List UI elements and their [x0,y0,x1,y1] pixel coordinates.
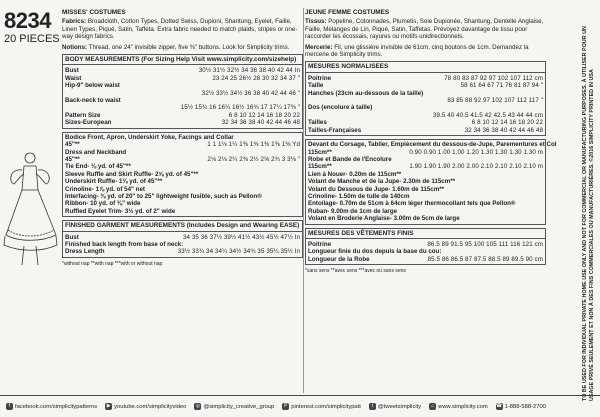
table-title: MESURES DES VÊTEMENTS FINIS [306,229,545,239]
row-label: Ribbon- 10 yd. of ⅜" wide [65,200,141,208]
finished-measurements-table [305,228,546,266]
table-row [308,200,543,207]
footer-link-text: facebook.com/simplicitypatterns [15,403,98,410]
row-label: Longueur de la Robe [308,255,370,263]
english-column [62,8,303,268]
table-row [65,200,300,207]
row-label: Bodice Front, Apron, Underskirt Yoke, Facings and Collar [65,133,234,141]
social-icon: ☎ [496,403,503,409]
table-row [308,186,543,193]
row-label: Sleeve Ruffle and Skirt Ruffle- 2⅝ yd. of 45"** [65,170,199,178]
row-values: 78 80 83 87 92 97 102 107 112 cm [444,74,543,82]
table-row [308,119,543,126]
table-row [65,208,300,215]
table-row [308,141,557,149]
table-row [65,97,300,104]
row-values: 32½ 33½ 34½ 36 38 40 42 44 46 " [201,89,300,97]
table-row [308,97,543,104]
fabrics-text: Tissus: Popeline, Cotonnades, Plumetis, Soie Dupionée, Shantung, Dentelle Anglaise, Faille, Mélanges de Lin, Piqué, Satin, Taffetas. Prévoyez davantage de tissu pour raccorder les écossais, rayures ou motifs unidirectionnels. [305,18,544,41]
section-title: MISSES' COSTUMES [62,9,126,16]
row-values: 83 85 88 92 97 102 107 112 117 " [447,97,543,105]
table-row [308,127,543,134]
row-label: Tailles [308,119,327,127]
row-values: 32 34 36 38 40 42 44 46 48 [221,119,300,127]
row-label: Crinoline- 1.50m de tulle de 140cm [308,192,410,200]
footer-link-text: www.simplicity.com [438,403,488,410]
row-values: 23 24 25 26½ 28 30 32 34 37 " [212,74,300,82]
table-row [65,112,300,119]
row-values: 15½ 15¾ 16 16¼ 16½ 16¾ 17 17¼ 17⅜ " [180,104,300,112]
table-row [65,104,300,111]
table-row [65,156,300,163]
footer-link-text: youtube.com/simplicityvideo [114,403,187,410]
table-row [65,234,300,241]
row-values: 32 34 36 38 40 42 44 46 48 [464,126,543,134]
table-row [65,248,300,255]
fabrics-text: Fabrics: Broadcloth, Cotton Types, Dotted Swiss, Dupioni, Shantung, Eyelet, Faille, Linen Types, Piqué, Satin, Taffeta. Extra fabric needed to match plaids, stripes or one-way design fabrics. [62,18,298,41]
row-values: 2⅛ 2⅛ 2¼ 2⅜ 2½ 2⅝ 2¾ 3 3⅛ " [207,155,300,163]
table-row [65,119,300,126]
footer-link-text: @simplicity_creative_group [203,403,275,410]
row-label: 115cm** [308,148,332,156]
table-row [308,75,543,82]
social-icon: ◎ [195,403,201,409]
notions-text: Mercerie: Fil, une glissière invisible de 61cm, cinq boutons de 1cm. Demandez la mercerie de Simplicity trims. [305,43,529,59]
footer-link-text: pinterest.com/simplicitypatt [291,403,361,410]
table-row [65,241,300,248]
row-label: Devant du Corsage, Tablier, Empiècement du dessous-de-Jupe, Parementures et Col [308,141,557,149]
row-values: 30½ 31½ 32½ 34 36 38 40 42 44 In [198,67,300,75]
row-label: Sizes-European [65,119,112,127]
table-row [65,90,300,97]
table-title: MESURES NORMALISEES [306,62,545,72]
social-icon: P [284,403,288,409]
row-label: Dress and Neckband [65,148,127,156]
table-row [308,208,543,215]
social-icon: ⌂ [431,403,435,409]
footer-link[interactable] [429,403,488,410]
row-label: Poitrine [308,74,332,82]
table-row [308,248,543,255]
footer-link[interactable] [6,403,97,410]
costume-back-illustration-icon [0,150,62,270]
row-label: 45"** [65,141,80,149]
row-label: Entoilage- 0.70m de 51cm à 64cm léger thermocollant tels que Pellon® [308,200,516,208]
row-label: Poitrine [308,240,332,248]
piece-count: 20 PIECES [4,33,60,45]
table-row [308,256,543,263]
row-label: Robe et Bande de l'Encolure [308,155,392,163]
social-icon: t [369,403,376,410]
row-label: Taille [308,82,324,90]
table-row [65,75,300,82]
footer-link[interactable] [194,403,274,410]
row-values: 1.90 1.90 1.90 2.00 2.00 2.10 2.10 2.10 2.10 m [409,163,543,171]
body-measurements-table [62,54,303,129]
row-label: Volant en Broderie Anglaise- 3.00m de 5cm de large [308,215,460,223]
row-label: 115cm** [308,163,332,171]
table-row [308,104,543,111]
table-row [308,156,543,163]
table-row [308,90,543,97]
yardage-table [305,139,557,224]
table-row [65,141,300,148]
row-label: Bust [65,67,79,75]
row-label: Finished back length from base of neck: [65,240,184,248]
table-row [65,82,300,89]
table-row [308,171,543,178]
table-row [308,112,543,119]
column-divider [303,8,304,393]
nap-note: *without nap **with nap ***with or without nap [62,260,163,267]
row-values: 39.5 40 40.5 41.5 42 42.5 43 44 44 cm [432,111,543,119]
table-row [65,67,300,74]
row-label: Volant du Dessous de Jupe- 1.60m de 115cm** [308,185,445,193]
table-row [65,171,300,178]
table-title: FINISHED GARMENT MEASUREMENTS (Includes Design and Wearing EASE) [63,221,302,231]
finished-measurements-table [62,220,303,258]
row-label: Volant de Manche et de la Jupe- 2.30m de 115cm** [308,178,456,186]
table-row [308,241,543,248]
row-values: 6 8 10 12 14 16 18 20 22 [228,111,300,119]
table-row [65,186,300,193]
usage-notice-text: TO BE USED FOR INDIVIDUAL PRIVATE HOME USE ONLY AND NOT FOR COMMERCIAL OR MANUFACTURING PURPOSES. À UTILISER POUR UN USAGE PRIVÉ SEULEMENT ET NON À DES FINS COMMERCIALES OU MANUFACTURIÈRES. ©2016 SIMPLICITY PRINTED IN USA [582,26,595,401]
row-label: Dress Length [65,248,105,256]
table-row [65,149,300,156]
row-values: 1 1 1⅛ 1¼ 1⅜ 1⅜ 1⅜ 1⅜ 1⅜ Yd [207,141,300,149]
row-label: Pattern Size [65,111,101,119]
table-row [308,149,543,156]
footer-link[interactable] [105,403,186,410]
row-label: Interfacing- ⅜ yd. of 20" to 25" lightweight fusible, such as Pellon® [65,192,262,200]
row-label: Tailles-Françaises [308,126,362,134]
row-label: Dos (encolure à taille) [308,104,373,112]
nap-note: *sans sens **avec sens ***avec ou sans sens [305,268,406,275]
footer-link[interactable] [496,403,546,410]
footer-link[interactable] [282,403,361,410]
footer-link[interactable] [369,403,421,410]
notions-text: Notions: Thread, one 24" invisible zipper, five ⅜" buttons. Look for Simplicity trims. [62,43,290,51]
table-row [308,163,543,170]
row-label: Lien à Nouer- 0.20m de 115cm** [308,170,402,178]
row-values: 0.90 0.90 1.00 1.00 1.20 1.30 1.30 1.30 1.30 m [409,148,543,156]
row-label: Hip-9" below waist [65,82,120,90]
table-row [308,215,543,222]
row-label: Ruban- 9.00m de 1cm de large [308,207,398,215]
yardage-table [62,132,303,217]
row-values: 33½ 33¾ 34 34¼ 34½ 34¾ 35 35¼ 35½ In [177,248,300,256]
row-label: Longueur finie du dos depuis la base du cou: [308,248,442,256]
row-values: 6 8 10 12 14 16 18 20 22 [471,119,543,127]
row-values: 85.5 86 86.5 87 87.5 88.5 89 89.5 90 cm [427,255,543,263]
usage-notice [552,6,595,406]
table-row [65,163,300,170]
section-title: JEUNE FEMME COSTUMES [305,9,390,16]
row-label: Hanches (23cm au-dessous de la taille) [308,89,424,97]
row-label: Underskirt Ruffle- 1⅜ yd. of 45"** [65,178,163,186]
body-measurements-table [305,61,546,136]
social-icon: ▶ [106,403,111,409]
table-row [308,178,543,185]
row-label: 45"** [65,155,80,163]
row-label: Tie End- ⅛ yd. of 45"** [65,163,131,171]
social-icon: f [6,403,13,410]
row-values: 86.5 89 91.5 95 100 105 111 116 121 cm [427,240,543,248]
row-label: Bust [65,233,79,241]
social-footer [0,395,600,417]
french-column [305,8,557,276]
table-row [65,178,300,185]
row-label: Ruffled Eyelet Trim- 3½ yd. of 2" wide [65,207,176,215]
table-row [308,193,543,200]
row-values: 58 61 64 67 71 76 81 87 94 " [460,82,543,90]
row-label: Back-neck to waist [65,97,121,105]
row-values: 34 35 36 37½ 39½ 41½ 43½ 45½ 47½ In [182,233,300,241]
table-row [65,134,300,141]
footer-link-text: 1-888-588-2700 [504,403,546,410]
table-title: BODY MEASUREMENTS (For Sizing Help Visit www.simplicity.com/sizehelp) [63,55,302,65]
row-label: Waist [65,74,82,82]
table-row [308,82,543,89]
table-row [65,193,300,200]
footer-link-text: @tweetsimplicity [377,403,422,410]
row-label: Crinoline- 1⅞ yd. of 54" net [65,185,145,193]
pattern-number: 8234 [4,8,51,33]
